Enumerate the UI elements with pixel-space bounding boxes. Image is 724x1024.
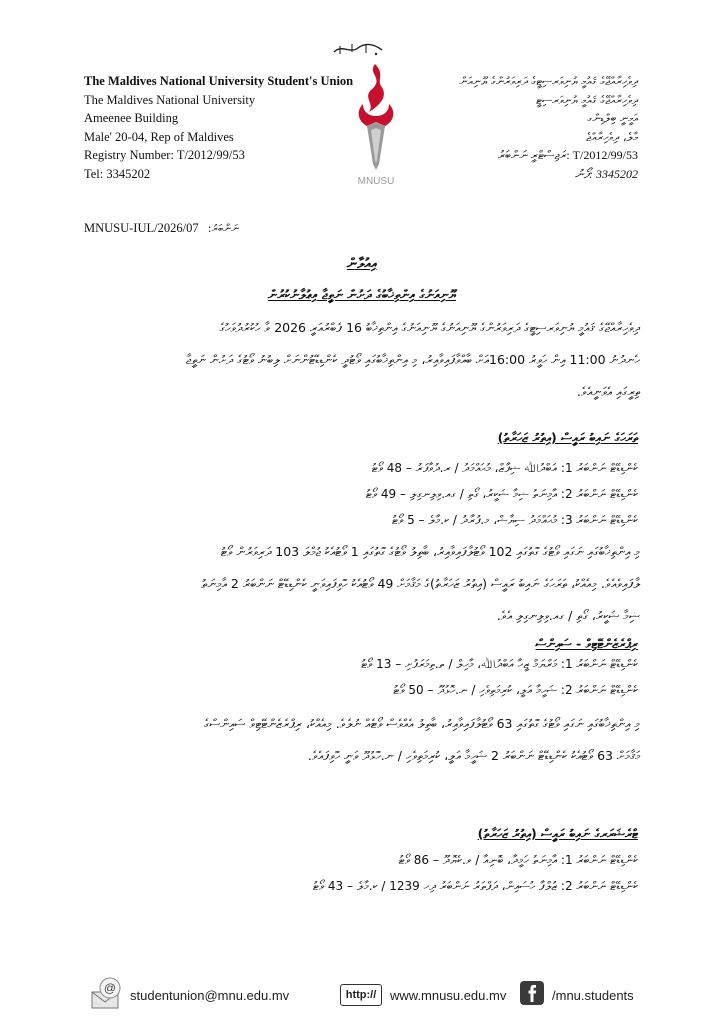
facebook-icon bbox=[520, 981, 544, 1005]
footer-facebook-link[interactable]: /mnu.students bbox=[552, 988, 634, 1003]
header-org-name-dv: ދިވެހިރާއްޖޭގެ ޤައުމީ ޔުނިވަރސިޓީގެ ދަރިވަރުންގެ ޔޫނިއަން bbox=[459, 74, 638, 88]
section3-heading: ޓްރެޝަރަރގެ ނައިބު ރައީސް (އިތުރު ޒަހަރާތު) bbox=[477, 826, 638, 841]
page-title: އިއުލާން bbox=[346, 256, 378, 272]
web-icon: http:// bbox=[340, 984, 382, 1006]
mnusu-logo bbox=[345, 60, 407, 188]
section2-summary-line-2: މަޤާމަށް 63 ވޯޓުއެކު ކެންޑިޑޭޓް ނަންބަރު 2 ޝަހީމާ އަލީ، ކުރިމަތިވެހި / ނ.ހޮޅުދޫ ވަނީ ހޮވިފައެވެ. bbox=[307, 748, 640, 763]
footer-email-link[interactable]: studentunion@mnu.edu.mv bbox=[130, 988, 290, 1003]
header-english bbox=[84, 72, 374, 183]
page-subtitle: ޔޫނިއަނުގެ އިންތިޚާބުގެ ދަށުން ނަތީޖާ އިޢުލާނުކުރުން bbox=[268, 288, 456, 303]
svg-text:@: @ bbox=[103, 981, 117, 995]
header-tel-en: Tel: 3345202 bbox=[84, 166, 151, 181]
header-building-en: Ameenee Building bbox=[84, 111, 179, 125]
section1-candidate-1: ކެންޑިޑޭޓް ނަންބަރު 1: އަބްދުﷲ ޝިފާޒް، މުޙައްމަދު / ރ.ދުވާފަރު – 48 ވޯޓު bbox=[371, 461, 638, 475]
section2-summary-line-1: މި އިންތިޚާބުގައި ނަގައި ވޯޓުގެ ގޮތުގައި 63 ވޯޓުލާފައިވާއިރު، ބާތިލު އެއްވެސް ވޯޓެއް ނުލެވެ. މިއެއްކު، ރިޕްރެޒެންޓޭޓިވް ސައިންސްގެ bbox=[203, 716, 640, 731]
header-tel-dv: 3345202 :ފޯނު bbox=[575, 166, 638, 181]
header-building-dv: އަމީނީ ބިލްޑިންގ bbox=[587, 111, 638, 125]
section2-candidate-1: ކެންޑިޑޭޓް ނަންބަރު 1: މަރްޔަމް ޒީހާ އަބްދުﷲ، މާހިލް / ތ.ތިމަރަފުށި – 13 ވޯޓު bbox=[361, 657, 638, 671]
section3-candidate-1: ކެންޑިޑޭޓް ނަންބަރު 1: އާމިނަތު ހަމީދާ، ބޮނިއާ / ވ.ކެޔޮދޫ – 86 ވޯޓު bbox=[398, 853, 638, 867]
section1-candidate-2: ކެންޑިޑޭޓް ނަންބަރު 2: އާމިނަތު ޝިމާ ޝަކީރު، ގޯތި / ގއ.ވިލިނގިލި – 49 ވޯޓު bbox=[365, 487, 638, 501]
section3-candidate-2: ކެންޑިޑޭޓް ނަންބަރު 2: ޒުލްފާ ހުސައިން، ދަފްތަރު ނަންބަރު ދިހ 1239 / ކ.މާލެ – 43 ވޯޓު bbox=[312, 879, 638, 893]
intro-paragraph bbox=[84, 312, 640, 408]
footer-email bbox=[90, 976, 310, 1012]
footer-website bbox=[340, 976, 510, 1012]
section1-summary-line-1: މި އިންތިޚާބުގައި ނަގައި ވޯޓުގެ ގޮތުގައި 102 ވޯޓުލާފައިވާއިރު، ބާތިލު ވޯޓުގެ ގޮތުގައި 1 ވޯޓުއެކު ޖުމްލަ 103 ދަރިވަރުން ވޯޓު bbox=[220, 544, 640, 559]
section2-candidate-2: ކެންޑިޑޭޓް ނަންބަރު 2: ޝަހީމާ އަލީ، ކުރިމަތިވެހި / ނ.ހޮޅުދޫ – 50 ވޯޓު bbox=[393, 683, 638, 697]
reference-line bbox=[84, 221, 239, 236]
section2-heading: ރިޕްރެޒެންޓޭޓިވް - ސައިންސް bbox=[535, 636, 638, 651]
section1-heading: ތަރަހަގެ ނައިބު ރައީސް (އިތުރު ޒަހަރާތު) bbox=[497, 430, 638, 445]
section1-candidate-3: ކެންޑިޑޭޓް ނަންބަރު 3: މުޙައްމަދު ސިޔާޝް، މ.ފުރާދު / ކ.މާލެ – 5 ވޯޓު bbox=[392, 513, 638, 527]
header-org-name-en: The Maldives National University Student's Union bbox=[84, 74, 354, 88]
intro-line-3: ތިރީގައި އެވަނީއެވެ. bbox=[577, 384, 640, 399]
footer-facebook bbox=[520, 976, 650, 1012]
intro-line-2: ހެނދުނު 11:00 އިން ހަވީރު 16:00އަށް ބާއްވާފައިވާއިރު، މި އިންތިޚާބުގައި ވޯޓުދީ ކެންޑިޑޭޓުންނަށް ލިބުނު ވޯޓުގެ ދަށުން ނަތީޖާ bbox=[185, 352, 640, 367]
reference-label: :ނަންބަރު bbox=[207, 222, 239, 235]
section1-summary-line-3: ޝިމާ ޝަކީރު، ގޯތި / ގއ.ވިލިނގިލި އެވެ. bbox=[496, 608, 640, 623]
header-registry-en: Registry Number: T/2012/99/53 bbox=[84, 148, 245, 162]
email-icon bbox=[90, 976, 126, 1010]
section1-summary-line-2: ލާފައިވެއެވެ. މިއެއްކު، ތަރަހަގެ ނައިބު ރައީސް (އިތުރު ޒަހަރާތު)ގެ މަޤާމަށް 49 ވޯޓުއެކު ހޮވިފައިވަނީ ކެންޑިޑޭޓް ނަންބަރު 2 އާމިނަތު bbox=[201, 576, 640, 591]
header-address-en: Male' 20-04, Rep of Maldives bbox=[84, 129, 234, 144]
reference-number: MNUSU-IUL/2026/07 bbox=[84, 221, 199, 235]
header-registry-dv: T/2012/99/53 :ރަޖިސްޓްރީ ނަންބަރު bbox=[497, 148, 638, 162]
header-university-dv: ދިވެހިރާއްޖޭގެ ޤައުމީ ޔުނިވަރސިޓީ bbox=[536, 92, 638, 107]
header-address-dv: މާލެ، ދިވެހިރާއްޖެ bbox=[586, 129, 638, 144]
footer-website-link[interactable]: www.mnusu.edu.mv bbox=[390, 988, 507, 1003]
section1-summary bbox=[84, 536, 640, 632]
header-university-en: The Maldives National University bbox=[84, 92, 256, 107]
intro-line-1: ދިވެހިރާއްޖޭގެ ޤައުމީ ޔުނިވަރސިޓީގެ ދަރިވަރުންގެ ޔޫނިއަނުގެ ޔޫނިއަނުގެ އިންތިޚާބު 16 ފެބްރުއަރީ 2026 ވާ ހުކުރުދުވަހުގެ bbox=[219, 320, 640, 335]
section2-summary bbox=[84, 708, 640, 772]
logo-text: MNUSU bbox=[357, 176, 395, 187]
basmala-calligraphy bbox=[330, 40, 390, 58]
